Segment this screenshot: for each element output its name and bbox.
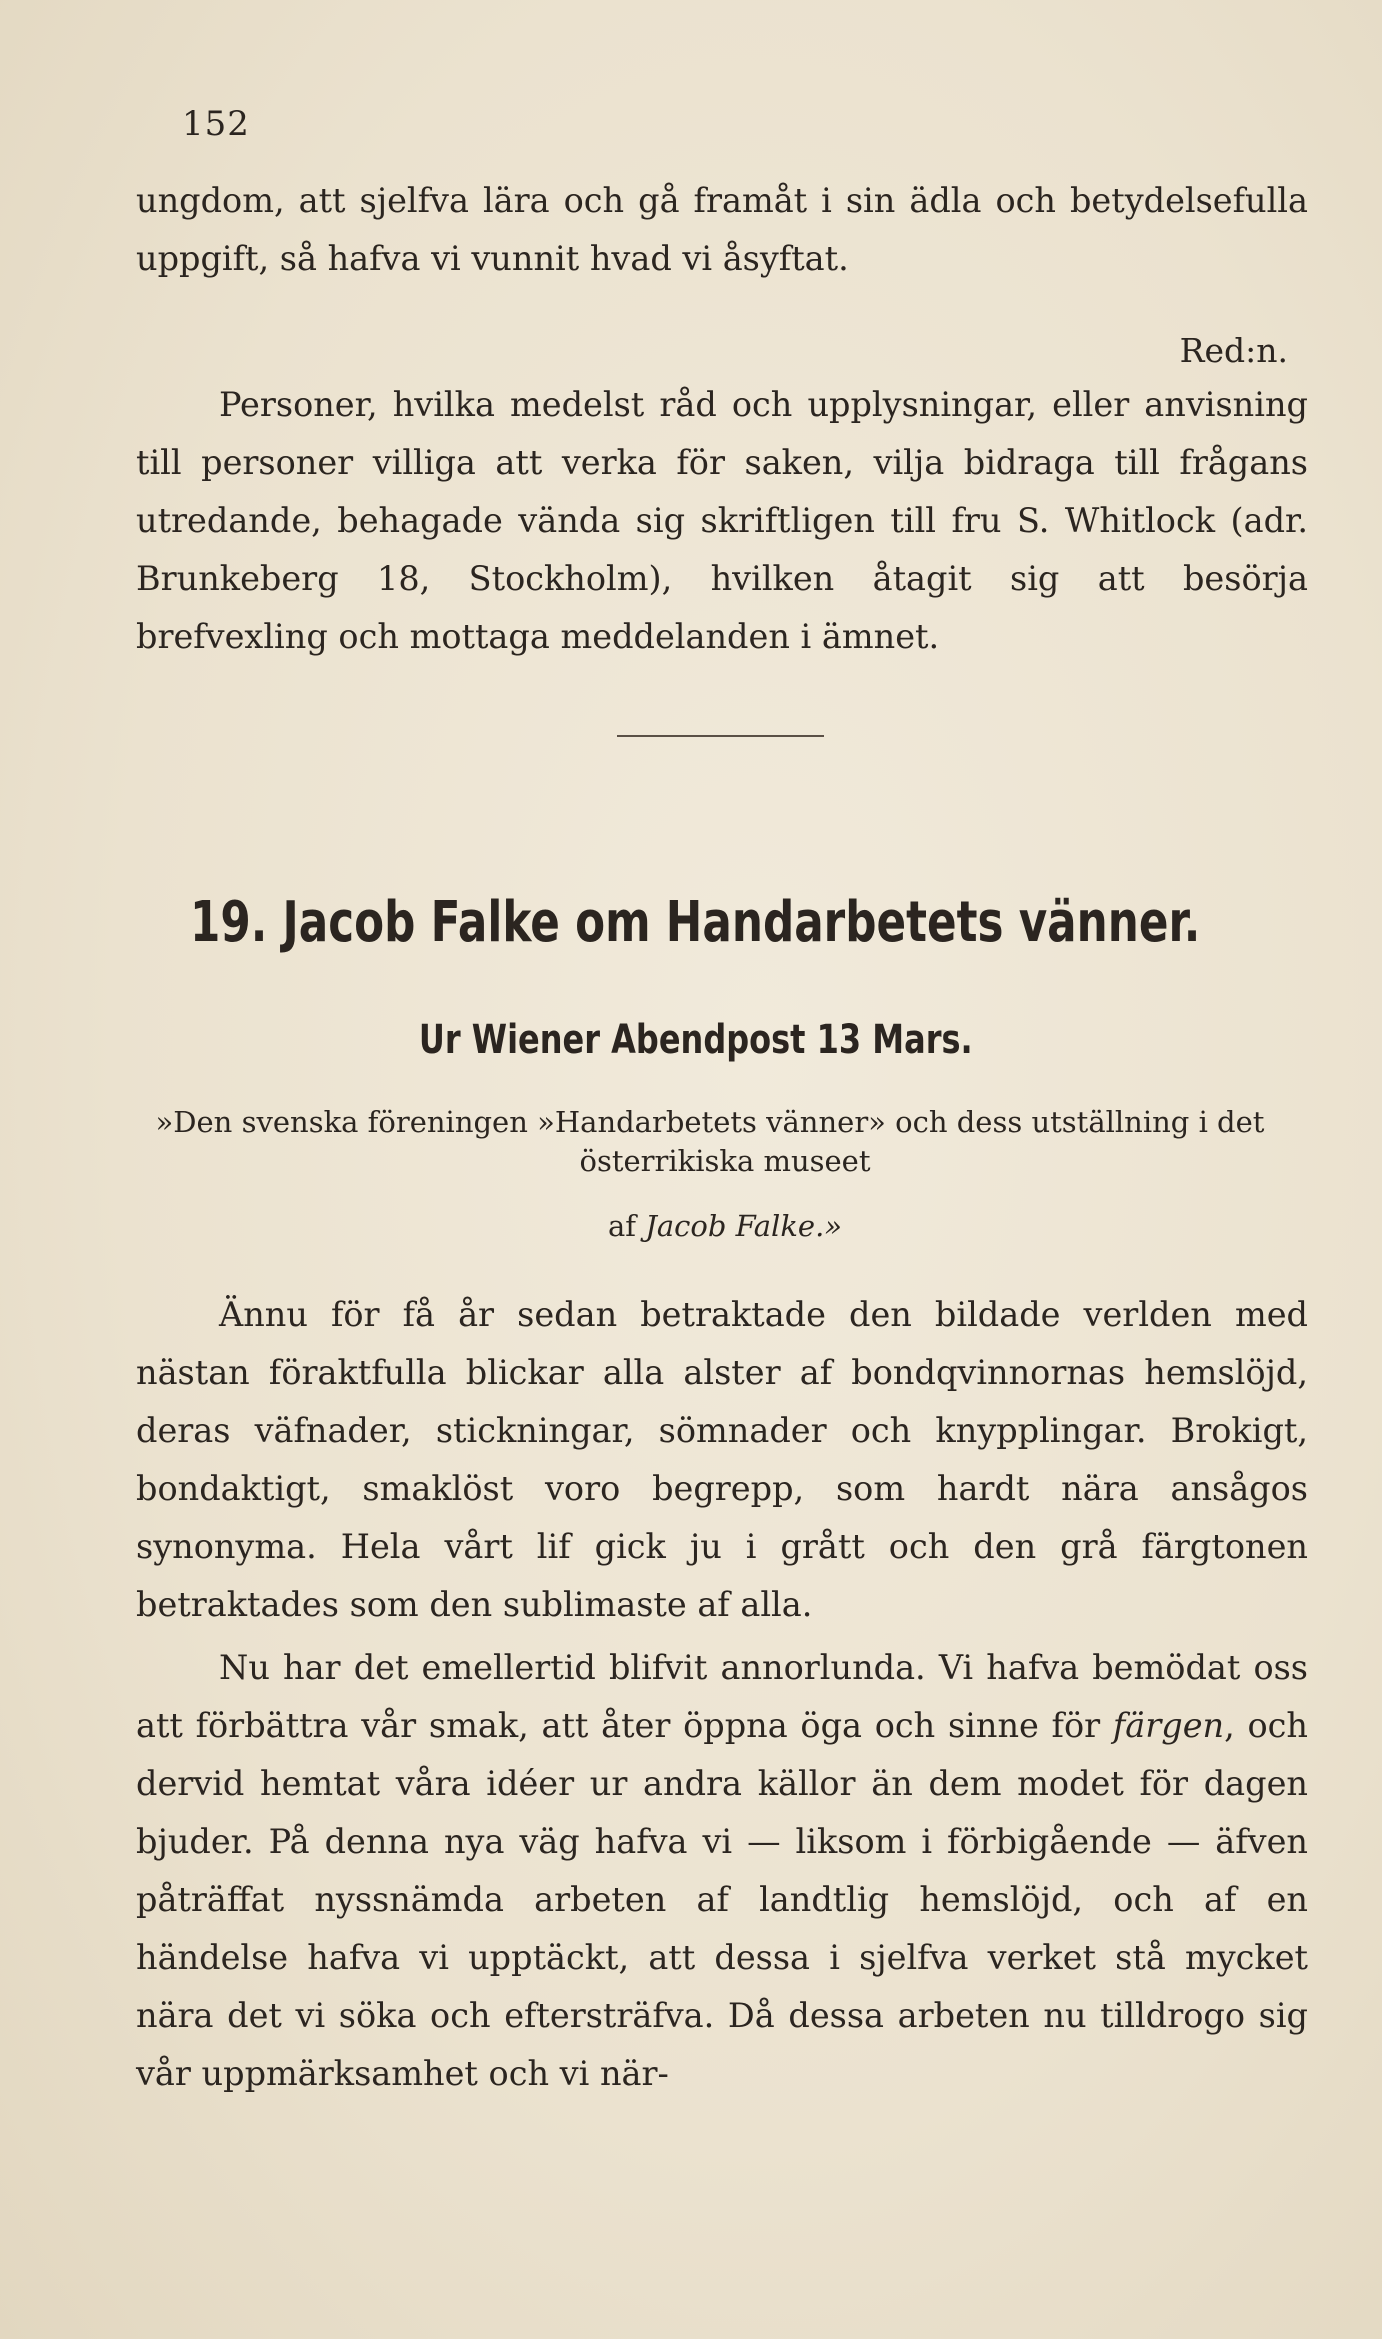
paragraph-2-start: Nu har det emellertid blifvit annorlunda. Vi hafva bemödat oss att förbättra vår smak, att åter öppna öga och sinne för (136, 1648, 1308, 1745)
editor-signature: Red:n. (1179, 331, 1288, 370)
page-number: 152 (182, 104, 250, 144)
article-heading: 19. Jacob Falke om Handarbetets vänner. (189, 890, 1201, 955)
quote-attribution (34, 1206, 1382, 1246)
paragraph-2-italic: färgen (1112, 1706, 1225, 1745)
notice-text: Personer, hvilka medelst råd och upplysningar, eller anvisning till personer villiga att verka för saken, vilja bidraga till frågans utredande, behagade vända sig skriftligen till fru S. Whitlock (adr. Brunkeberg 18, Stockholm), hvilken åtagit sig att besörja brefvexling och mottaga meddelanden i ämnet. (136, 385, 1308, 656)
article-paragraph-1 (136, 1286, 1308, 1634)
quote-author: Jacob Falke.» (645, 1209, 843, 1243)
intro-text: ungdom, att sjelfva lära och gå framåt i sin ädla och betydelsefulla uppgift, så hafva vi vunnit hvad vi åsyftat. (136, 181, 1308, 278)
quote-line-2: österrikiska museet (579, 1144, 871, 1178)
article-paragraph-2 (136, 1639, 1308, 2103)
quote-line-1: »Den svenska föreningen »Handarbetets vänner» och dess utställning i det (155, 1105, 1265, 1139)
paragraph-1-text: Ännu för få år sedan betraktade den bildade verlden med nästan föraktfulla blickar alla alster af bondqvinnornas hemslöjd, deras väfnader, stickningar, sömnader och knypplingar. Brokigt, bondaktigt, smaklöst voro begrepp, som hardt nära ansågos synonyma. Hela vårt lif gick ju i grått och den grå färgtonen betraktades som den sublimaste af alla. (136, 1295, 1308, 1624)
notice-paragraph (136, 376, 1308, 666)
paragraph-2-text (136, 1639, 1308, 2103)
paragraph-2-rest: , och dervid hemtat våra idéer ur andra källor än dem modet för dagen bjuder. På denna nya väg hafva vi — liksom i förbigående — äfven påträffat nyssnämda arbeten af landtlig hemslöjd, och af en händelse hafva vi upptäckt, att dessa i sjelfva verket stå mycket nära det vi söka och eftersträfva. Då dessa arbeten nu tilldrogo sig vår uppmärksamhet och vi när- (136, 1706, 1308, 2093)
intro-paragraph (136, 172, 1308, 288)
quote-attribution-prefix: af (607, 1209, 646, 1243)
article-source: Ur Wiener Abendpost 13 Mars. (418, 1017, 973, 1063)
section-divider (617, 735, 824, 737)
